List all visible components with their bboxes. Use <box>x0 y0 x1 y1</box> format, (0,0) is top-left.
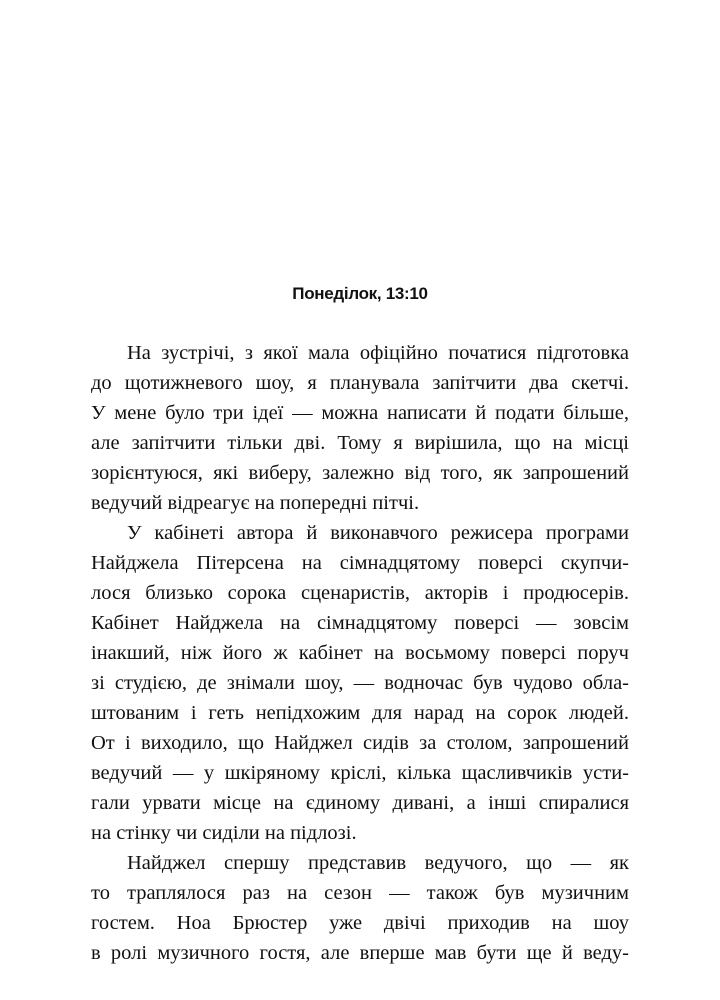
paragraph-1 <box>91 338 629 518</box>
body-text <box>91 338 629 968</box>
paragraph-3 <box>91 848 629 968</box>
text-line: штованим і геть непідхожим для нарад на сорок людей. <box>91 702 629 724</box>
text-line: то траплялося раз на сезон — також був музичним <box>91 882 629 904</box>
text-line: Найджела Пітерсена на сімнадцятому поверсі скупчи- <box>91 552 629 574</box>
text-line: лося близько сорока сценаристів, акторів і продюсерів. <box>91 582 629 604</box>
text-line: От і виходило, що Найджел сидів за столом, запрошений <box>91 732 629 754</box>
text-line: Кабінет Найджела на сімнадцятому поверсі — зовсім <box>91 612 629 634</box>
text-line: У мене було три ідеї — можна написати й подати більше, <box>91 402 629 424</box>
text-line: На зустрічі, з якої мала офіційно початися підготовка <box>127 342 629 364</box>
chapter-heading: Понеділок, 13:10 <box>292 284 428 303</box>
text-line: інакший, ніж його ж кабінет на восьмому поверсі поруч <box>91 642 629 664</box>
text-line: гали урвати місце на єдиному дивані, а інші спиралися <box>91 792 629 814</box>
text-line: ведучий — у шкіряному кріслі, кілька щасливчиків усти- <box>91 762 629 784</box>
text-line: зорієнтуюся, які виберу, залежно від того, як запрошений <box>91 462 629 484</box>
text-line: до щотижневого шоу, я планувала запітчити два скетчі. <box>91 372 629 394</box>
text-line: гостем. Ноа Брюстер уже двічі приходив на шоу <box>91 912 629 934</box>
text-line: Найджел спершу представив ведучого, що — як <box>127 852 629 874</box>
paragraph-2 <box>91 518 629 848</box>
text-line: в ролі музичного гостя, але вперше мав бути ще й веду- <box>91 942 629 964</box>
text-line: але запітчити тільки дві. Тому я вирішила, що на місці <box>91 432 629 454</box>
text-line: зі студією, де знімали шоу, — водночас був чудово обла- <box>91 672 629 694</box>
text-line: У кабінеті автора й виконавчого режисера програми <box>127 522 629 544</box>
text-line: на стінку чи сиділи на підлозі. <box>91 822 357 844</box>
text-line: ведучий відреагує на попередні пітчі. <box>91 492 420 514</box>
